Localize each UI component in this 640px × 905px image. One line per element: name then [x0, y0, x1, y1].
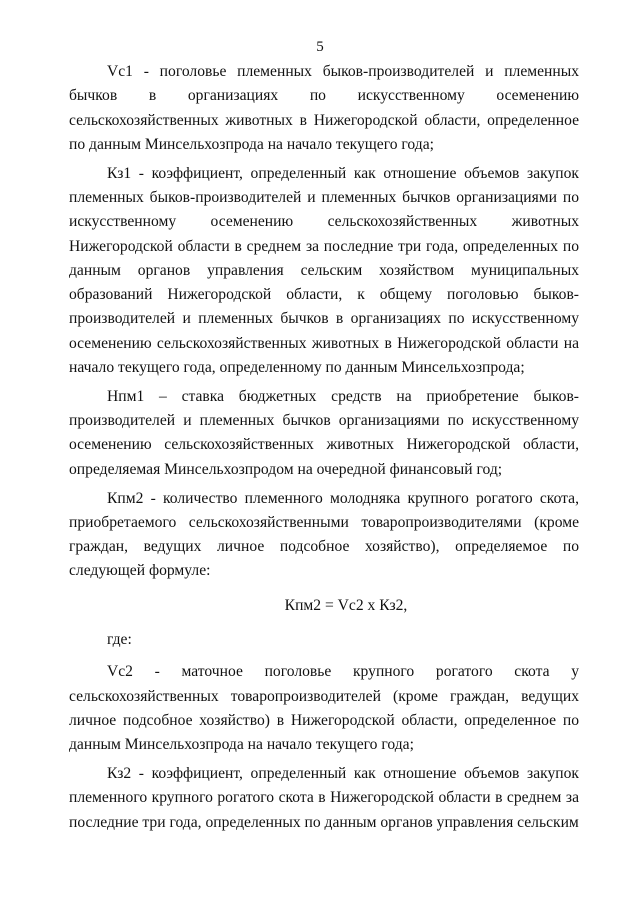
- paragraph-kz1-definition: Кз1 - коэффициент, определенный как отношение объемов закупок племенных быков-производителей и племенных бычков организациями по искусственному осеменению сельскохозяйственных животных Нижегородской области в среднем за последние три года, определенных по данным органов управления сельским хозяйством муниципальных образований Нижегородской области, к общему поголовью быков-производителей и племенных бычков в организациях по искусственному осеменению сельскохозяйственных животных в Нижегородской области на начало текущего года, определенному по данным Минсельхозпрода;: [69, 164, 579, 377]
- paragraph-kpm2-definition: Кпм2 - количество племенного молодняка крупного рогатого скота, приобретаемого сельскохозяйственными товаропроизводителями (кроме граждан, ведущих личное подсобное хозяйство), определяемое по следующей формуле:: [69, 489, 579, 580]
- document-body: [69, 60, 579, 835]
- formula-kpm2: Кпм2 = Vc2 x Кз2,: [284, 596, 408, 614]
- paragraph-vc1-definition: Vc1 - поголовье племенных быков-производителей и племенных бычков в организациях по искусственному осеменению сельскохозяйственных животных в Нижегородской области, определенное по данным Минсельхозпрода на начало текущего года;: [69, 63, 579, 153]
- paragraph-vc2-definition: Vc2 - маточное поголовье крупного рогатого скота у сельскохозяйственных товаропроизводителей (кроме граждан, ведущих личное подсобное хозяйство) в Нижегородской области, определенное по данным Минсельхозпрода на начало текущего года;: [69, 663, 579, 754]
- where-label: где:: [107, 631, 132, 649]
- paragraph-npm1-definition: Нпм1 – ставка бюджетных средств на приобретение быков-производителей и племенных бычков организациями по искусственному осеменению сельскохозяйственных животных Нижегородской области, определяемая Минсельхозпродом на очередной финансовый год;: [69, 387, 579, 478]
- paragraph-kz2-definition: Кз2 - коэффициент, определенный как отношение объемов закупок племенного крупного рогатого скота в Нижегородской области в среднем за последние три года, определенных по данным органов управления сельским: [69, 765, 579, 831]
- page-number: 5: [316, 39, 324, 55]
